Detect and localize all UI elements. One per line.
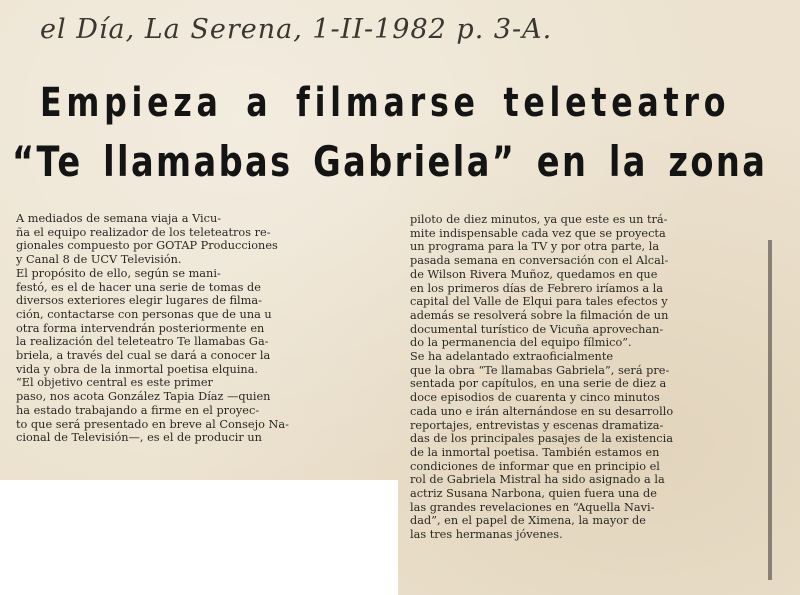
article-line: actriz Susana Narbona, quien fuera una de <box>410 487 657 501</box>
article-line: festó, es el de hacer una serie de tomas de <box>16 280 261 294</box>
article-line: además se resolverá sobre la filmación de un <box>410 308 669 322</box>
article-line: sentada por capítulos, en una serie de diez a <box>410 377 667 391</box>
article-line: piloto de diez minutos, ya que este es un trá- <box>410 213 668 226</box>
article-line: condiciones de informar que en principio el <box>410 459 660 473</box>
article-line: ción, contactarse con personas que de una u <box>16 307 272 321</box>
article-line: briela, a través del cual se dará a conocer la <box>16 349 271 363</box>
handwritten-source-note: el Día, La Serena, 1-II-1982 p. 3-A. <box>40 14 553 45</box>
article-line: reportajes, entrevistas y escenas dramatiza- <box>410 418 664 432</box>
article-line: la realización del teleteatro Te llamabas Ga- <box>16 335 269 349</box>
clipping-cutout-corner <box>0 480 398 595</box>
article-line: rol de Gabriela Mistral ha sido asignado a la <box>410 473 665 487</box>
article-line: y Canal 8 de UCV Televisión. <box>16 253 182 267</box>
article-line: doce episodios de cuarenta y cinco minutos <box>410 391 660 405</box>
article-line: las grandes revelaciones en “Aquella Navi- <box>410 500 655 514</box>
article-line: Se ha adelantado extraoficialmente <box>410 350 614 364</box>
article-line: gionales compuesto por GOTAP Producciones <box>16 239 278 253</box>
headline-line-2: “Te llamabas Gabriela” en la zona <box>12 137 768 186</box>
article-line: que la obra “Te llamabas Gabriela”, será pre- <box>410 363 670 377</box>
article-line: “El objetivo central es este primer <box>16 376 213 390</box>
article-line: vida y obra de la inmortal poetisa elquina. <box>16 362 259 376</box>
article-line: de Wilson Rivera Muñoz, quedamos en que <box>410 267 658 281</box>
article-line: das de los principales pasajes de la existencia <box>410 432 673 446</box>
article-line: ha estado trabajando a firme en el proyec- <box>16 403 260 417</box>
article-line: las tres hermanas jóvenes. <box>410 528 563 542</box>
clipping-torn-edge <box>768 240 772 580</box>
article-line: El propósito de ello, según se mani- <box>16 266 221 280</box>
article-line: dad”, en el papel de Ximena, la mayor de <box>410 514 646 528</box>
article-column-right <box>410 213 760 542</box>
article-column-left <box>16 212 384 445</box>
article-line: documental turístico de Vicuña aprovechan- <box>410 322 664 336</box>
article-line: otra forma intervendrán posteriormente en <box>16 321 265 335</box>
headline-line-1: Empieza a filmarse teleteatro <box>40 80 731 126</box>
article-line: cada uno e irán alternándose en su desarrollo <box>410 404 674 418</box>
article-line: diversos exteriores elegir lugares de filma- <box>16 294 262 308</box>
article-line: un programa para la TV y por otra parte, la <box>410 240 660 254</box>
article-line: cional de Televisión—, es el de producir un <box>16 431 262 445</box>
article-line: do la permanencia del equipo fílmico”. <box>410 336 632 350</box>
article-line: paso, nos acota González Tapia Díaz —quien <box>16 390 271 404</box>
article-line: ña el equipo realizador de los teleteatros re- <box>16 225 271 239</box>
article-line: capital del Valle de Elqui para tales efectos y <box>410 295 668 309</box>
article-line: de la inmortal poetisa. También estamos en <box>410 445 660 459</box>
article-line: pasada semana en conversación con el Alcal- <box>410 254 669 268</box>
article-line: mite indispensable cada vez que se proyecta <box>410 226 666 240</box>
article-line: en los primeros días de Febrero iríamos a la <box>410 281 664 295</box>
article-line: to que será presentado en breve al Consejo Na- <box>16 417 289 431</box>
article-line: A mediados de semana viaja a Vicu- <box>16 212 222 225</box>
